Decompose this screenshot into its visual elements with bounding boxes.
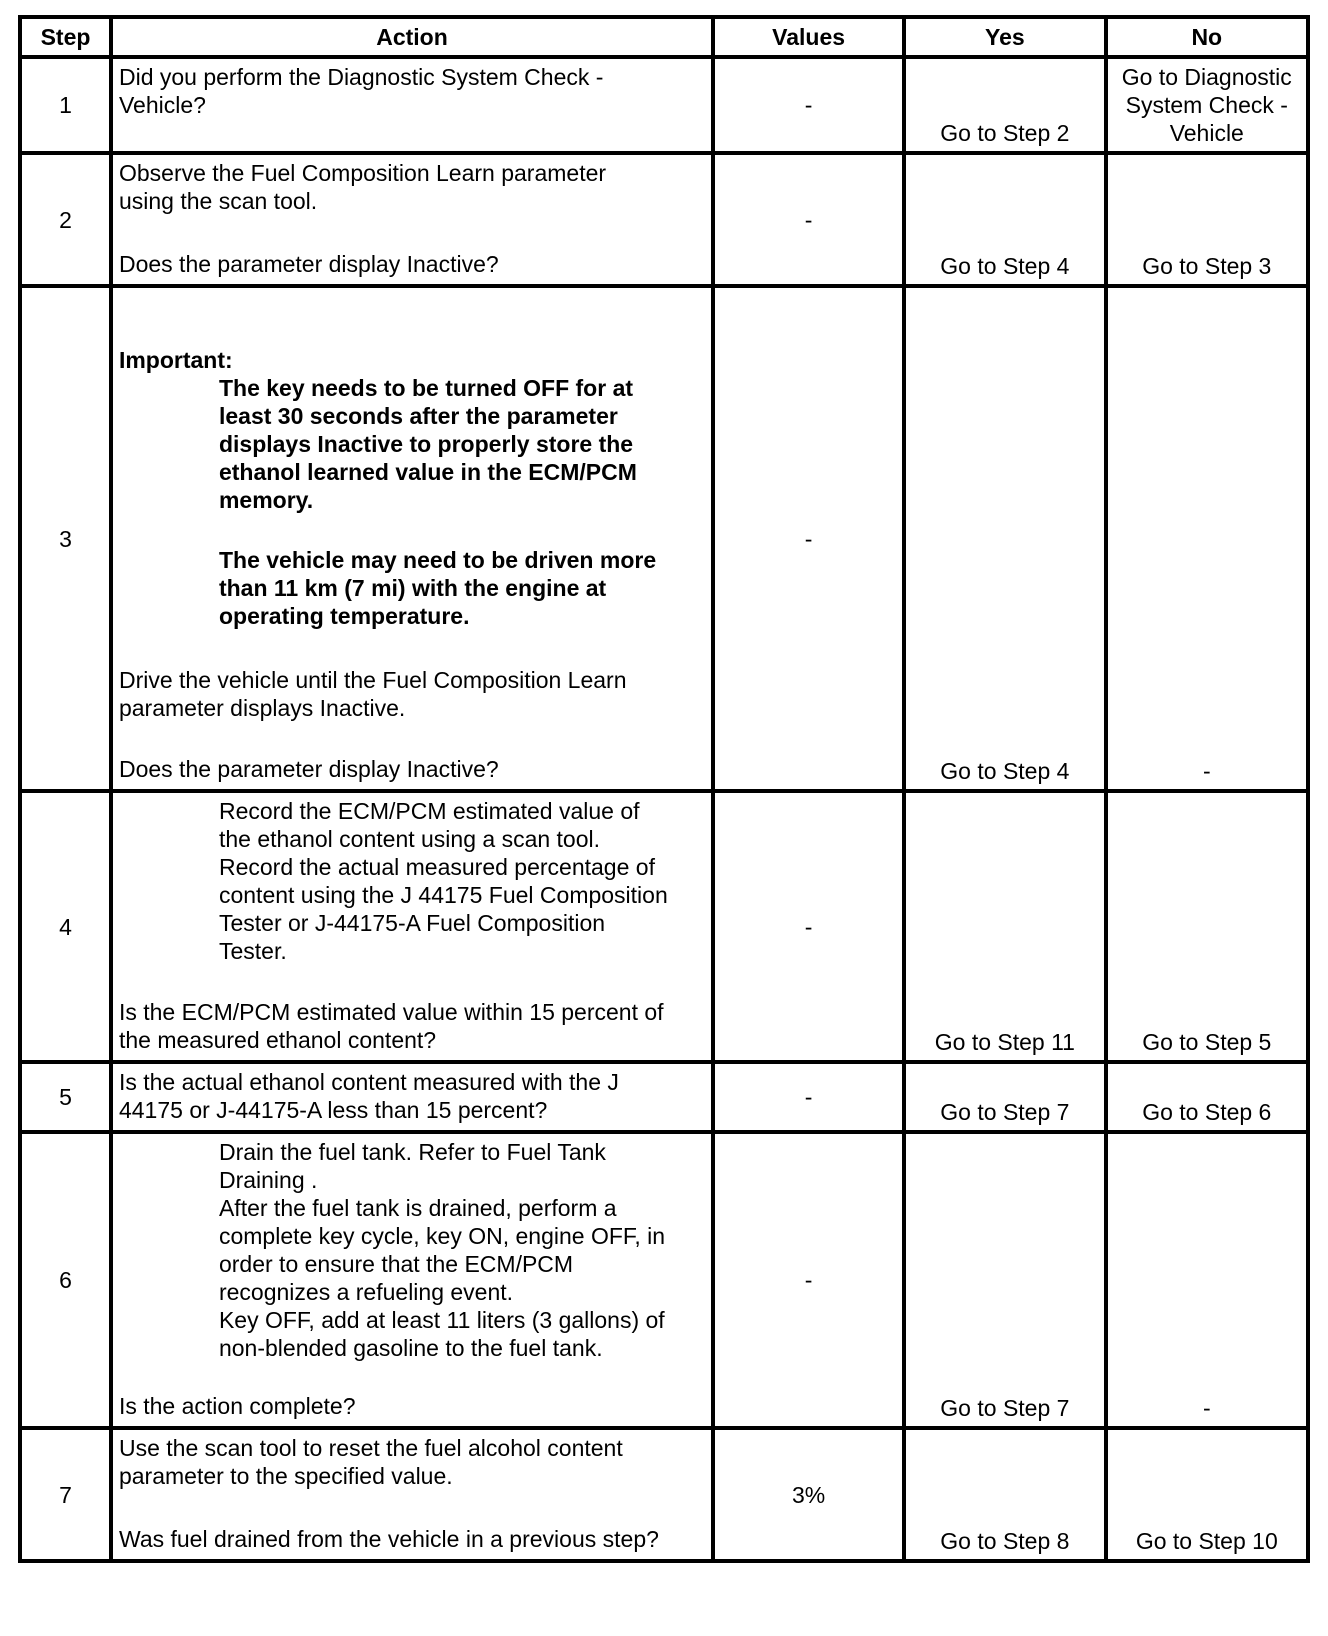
yes-cell: Go to Step 7 bbox=[904, 1132, 1105, 1428]
action-text: Draining . bbox=[218, 1167, 318, 1193]
no-cell: Go to Step 10 bbox=[1106, 1428, 1308, 1561]
action-text: parameter to the specified value. bbox=[118, 1463, 453, 1489]
note-line: displays Inactive to properly store the bbox=[218, 431, 634, 457]
no-cell bbox=[1106, 57, 1308, 153]
action-text: Is the actual ethanol content measured with the J bbox=[118, 1069, 619, 1095]
question-text: Is the ECM/PCM estimated value within 15 percent of bbox=[118, 999, 664, 1025]
no-cell: - bbox=[1106, 286, 1308, 791]
action-cell bbox=[111, 791, 713, 1062]
action-text: Drain the fuel tank. Refer to Fuel Tank bbox=[218, 1139, 606, 1165]
no-cell: Go to Step 6 bbox=[1106, 1062, 1308, 1132]
step-number: 3 bbox=[20, 286, 111, 791]
value-cell: 3% bbox=[713, 1428, 904, 1561]
value-cell: - bbox=[713, 1062, 904, 1132]
note-line: than 11 km (7 mi) with the engine at bbox=[218, 575, 607, 601]
action-text: non-blended gasoline to the fuel tank. bbox=[218, 1335, 603, 1361]
action-cell bbox=[111, 286, 713, 791]
value-cell: - bbox=[713, 1132, 904, 1428]
step-number: 4 bbox=[20, 791, 111, 1062]
action-cell bbox=[111, 153, 713, 286]
yes-cell: Go to Step 2 bbox=[904, 57, 1105, 153]
step-number: 7 bbox=[20, 1428, 111, 1561]
action-cell bbox=[111, 57, 713, 153]
yes-cell: Go to Step 11 bbox=[904, 791, 1105, 1062]
yes-cell: Go to Step 8 bbox=[904, 1428, 1105, 1561]
action-text: After the fuel tank is drained, perform a bbox=[218, 1195, 617, 1221]
question-text: Is the action complete? bbox=[118, 1393, 356, 1419]
yes-cell: Go to Step 4 bbox=[904, 286, 1105, 791]
important-note bbox=[119, 374, 705, 630]
action-text: content using the J 44175 Fuel Composition bbox=[218, 882, 668, 908]
table-row bbox=[20, 57, 1308, 153]
value-cell: - bbox=[713, 57, 904, 153]
table-row bbox=[20, 1132, 1308, 1428]
diagnostic-table bbox=[18, 15, 1310, 1563]
step-number: 6 bbox=[20, 1132, 111, 1428]
note-line: The key needs to be turned OFF for at bbox=[218, 375, 634, 401]
header-no: No bbox=[1106, 17, 1308, 57]
action-text: recognizes a refueling event. bbox=[218, 1279, 514, 1305]
action-text: 44175 or J-44175-A less than 15 percent? bbox=[118, 1097, 548, 1123]
note-line: least 30 seconds after the parameter bbox=[218, 403, 618, 429]
action-text: Vehicle? bbox=[118, 92, 206, 118]
header-action: Action bbox=[111, 17, 713, 57]
action-text: parameter displays Inactive. bbox=[118, 695, 406, 721]
important-label: Important: bbox=[118, 347, 233, 373]
note-line: ethanol learned value in the ECM/PCM bbox=[218, 459, 637, 485]
action-text: Record the ECM/PCM estimated value of bbox=[218, 798, 640, 824]
table-row bbox=[20, 153, 1308, 286]
no-cell: - bbox=[1106, 1132, 1308, 1428]
question-text: the measured ethanol content? bbox=[118, 1027, 437, 1053]
step-number: 2 bbox=[20, 153, 111, 286]
action-text: Record the actual measured percentage of bbox=[218, 854, 655, 880]
header-step: Step bbox=[20, 17, 111, 57]
action-text: Use the scan tool to reset the fuel alcohol content bbox=[118, 1435, 623, 1461]
value-cell: - bbox=[713, 791, 904, 1062]
table-row bbox=[20, 1062, 1308, 1132]
header-yes: Yes bbox=[904, 17, 1105, 57]
question-text: Does the parameter display Inactive? bbox=[118, 756, 499, 782]
table-row bbox=[20, 286, 1308, 791]
note-line: operating temperature. bbox=[218, 603, 470, 629]
action-text: Did you perform the Diagnostic System Check - bbox=[118, 64, 604, 90]
table-row bbox=[20, 791, 1308, 1062]
question-text: Does the parameter display Inactive? bbox=[118, 251, 499, 277]
action-text: Tester or J-44175-A Fuel Composition bbox=[218, 910, 606, 936]
table-row bbox=[20, 1428, 1308, 1561]
note-line: The vehicle may need to be driven more bbox=[218, 547, 657, 573]
action-text: Key OFF, add at least 11 liters (3 gallons) of bbox=[218, 1307, 665, 1333]
no-cell: Go to Step 3 bbox=[1106, 153, 1308, 286]
value-cell: - bbox=[713, 153, 904, 286]
action-text: using the scan tool. bbox=[118, 188, 318, 214]
action-cell bbox=[111, 1428, 713, 1561]
value-cell: - bbox=[713, 286, 904, 791]
action-cell bbox=[111, 1132, 713, 1428]
action-text: Tester. bbox=[218, 938, 287, 964]
action-text: complete key cycle, key ON, engine OFF, in bbox=[218, 1223, 666, 1249]
no-text: Vehicle bbox=[1169, 120, 1244, 146]
action-text: Observe the Fuel Composition Learn parameter bbox=[118, 160, 607, 186]
step-number: 5 bbox=[20, 1062, 111, 1132]
no-text: System Check - bbox=[1125, 92, 1288, 118]
question-text: Was fuel drained from the vehicle in a previous step? bbox=[118, 1526, 659, 1552]
yes-cell: Go to Step 4 bbox=[904, 153, 1105, 286]
header-row bbox=[20, 17, 1308, 57]
yes-cell: Go to Step 7 bbox=[904, 1062, 1105, 1132]
action-text: Drive the vehicle until the Fuel Composition Learn bbox=[118, 667, 627, 693]
no-cell: Go to Step 5 bbox=[1106, 791, 1308, 1062]
header-values: Values bbox=[713, 17, 904, 57]
action-cell bbox=[111, 1062, 713, 1132]
no-text: Go to Diagnostic bbox=[1121, 64, 1292, 90]
action-text: the ethanol content using a scan tool. bbox=[218, 826, 601, 852]
action-text: order to ensure that the ECM/PCM bbox=[218, 1251, 574, 1277]
note-line: memory. bbox=[218, 487, 314, 513]
step-number: 1 bbox=[20, 57, 111, 153]
